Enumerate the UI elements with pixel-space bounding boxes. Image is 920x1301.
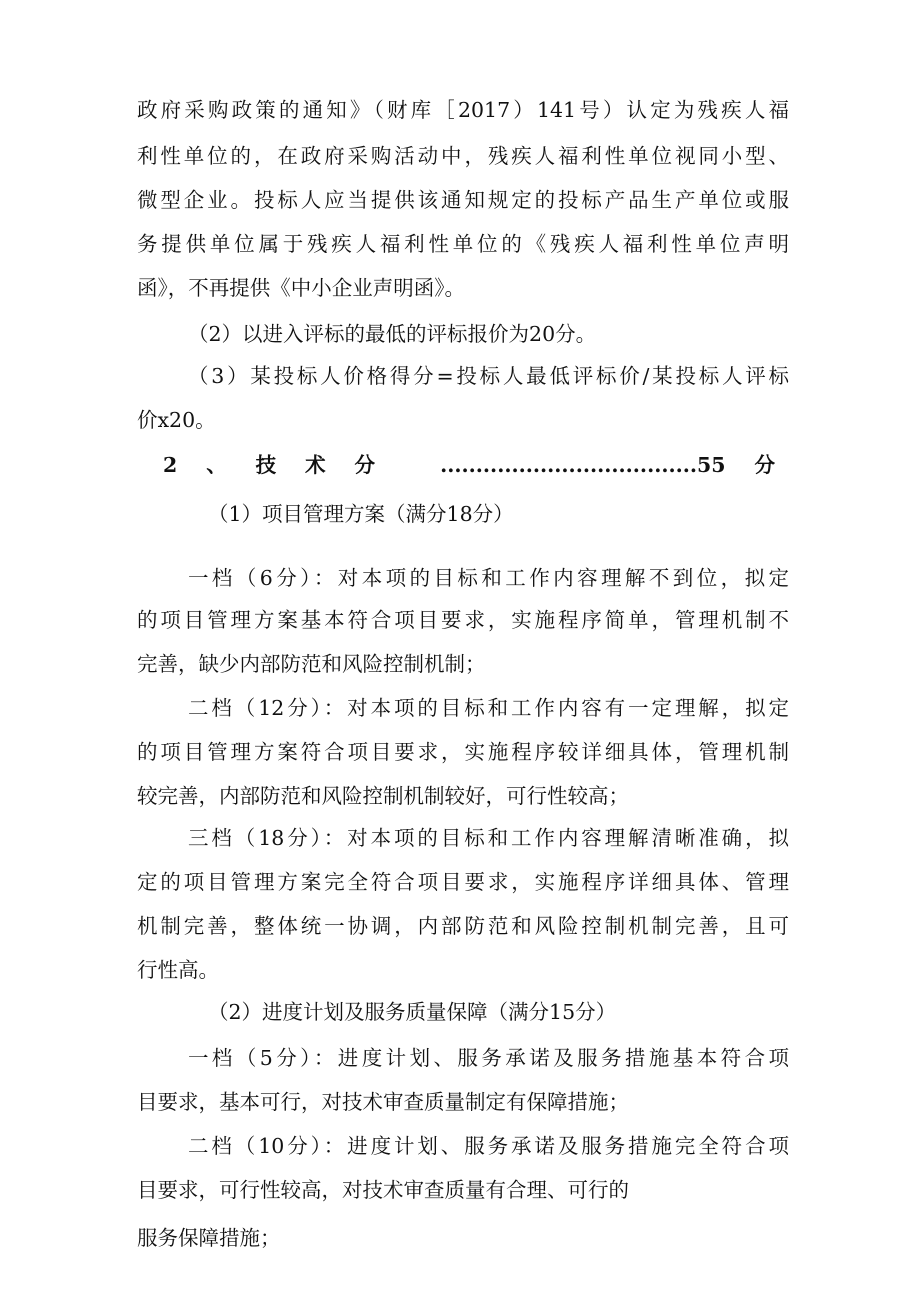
paragraph-line: 完善，缺少内部防范和风险控制机制；: [137, 652, 486, 676]
subsection-heading: （2）进度计划及服务质量保障（满分15分）: [208, 1000, 617, 1024]
paragraph-line: 行性高。: [137, 958, 219, 982]
paragraph-line: 一档（6分）：对本项的目标和工作内容理解不到位，拟定: [188, 566, 789, 590]
paragraph-line: 利性单位的，在政府采购活动中，残疾人福利性单位视同小型、: [137, 144, 789, 168]
paragraph-line: 二档（10分）：进度计划、服务承诺及服务措施完全符合项: [188, 1134, 789, 1158]
paragraph-line: 机制完善，整体统一协调，内部防范和风险控制机制完善，且可: [137, 914, 789, 938]
paragraph-line: （3）某投标人价格得分=投标人最低评标价/某投标人评标: [188, 364, 789, 388]
paragraph-line: 的项目管理方案符合项目要求，实施程序较详细具体，管理机制: [137, 740, 789, 764]
paragraph-line: 目要求，可行性较高，对技术审查质量有合理、可行的: [137, 1178, 629, 1202]
paragraph-line: 较完善，内部防范和风险控制机制较好，可行性较高；: [137, 784, 629, 808]
paragraph-line: 一档（5分）：进度计划、服务承诺及服务措施基本符合项: [188, 1046, 789, 1070]
paragraph-line: 微型企业。投标人应当提供该通知规定的投标产品生产单位或服: [137, 188, 789, 212]
paragraph-line: 定的项目管理方案完全符合项目要求，实施程序详细具体、管理: [137, 870, 789, 894]
paragraph-line: 的项目管理方案基本符合项目要求，实施程序简单，管理机制不: [137, 608, 789, 632]
paragraph-line: 三档（18分）：对本项的目标和工作内容理解清晰准确，拟: [188, 826, 789, 850]
paragraph-line: 二档（12分）：对本项的目标和工作内容有一定理解，拟定: [188, 696, 789, 720]
paragraph-line: 价x20。: [137, 408, 216, 432]
paragraph-line: 服务保障措施；: [137, 1226, 281, 1250]
subsection-heading: （1）项目管理方案（满分18分）: [208, 502, 514, 526]
paragraph-line: 政府采购政策的通知》（财库［2017）141号）认定为残疾人福: [137, 98, 789, 122]
paragraph-line: （2）以进入评标的最低的评标报价为20分。: [188, 322, 597, 346]
paragraph-line: 目要求，基本可行，对技术审查质量制定有保障措施；: [137, 1090, 629, 1114]
section-heading-technical: 2、技术分 ....................................55分: [163, 453, 775, 477]
paragraph-line: 函》，不再提供《中小企业声明函》。: [137, 276, 465, 300]
paragraph-line: 务提供单位属于残疾人福利性单位的《残疾人福利性单位声明: [137, 232, 789, 256]
